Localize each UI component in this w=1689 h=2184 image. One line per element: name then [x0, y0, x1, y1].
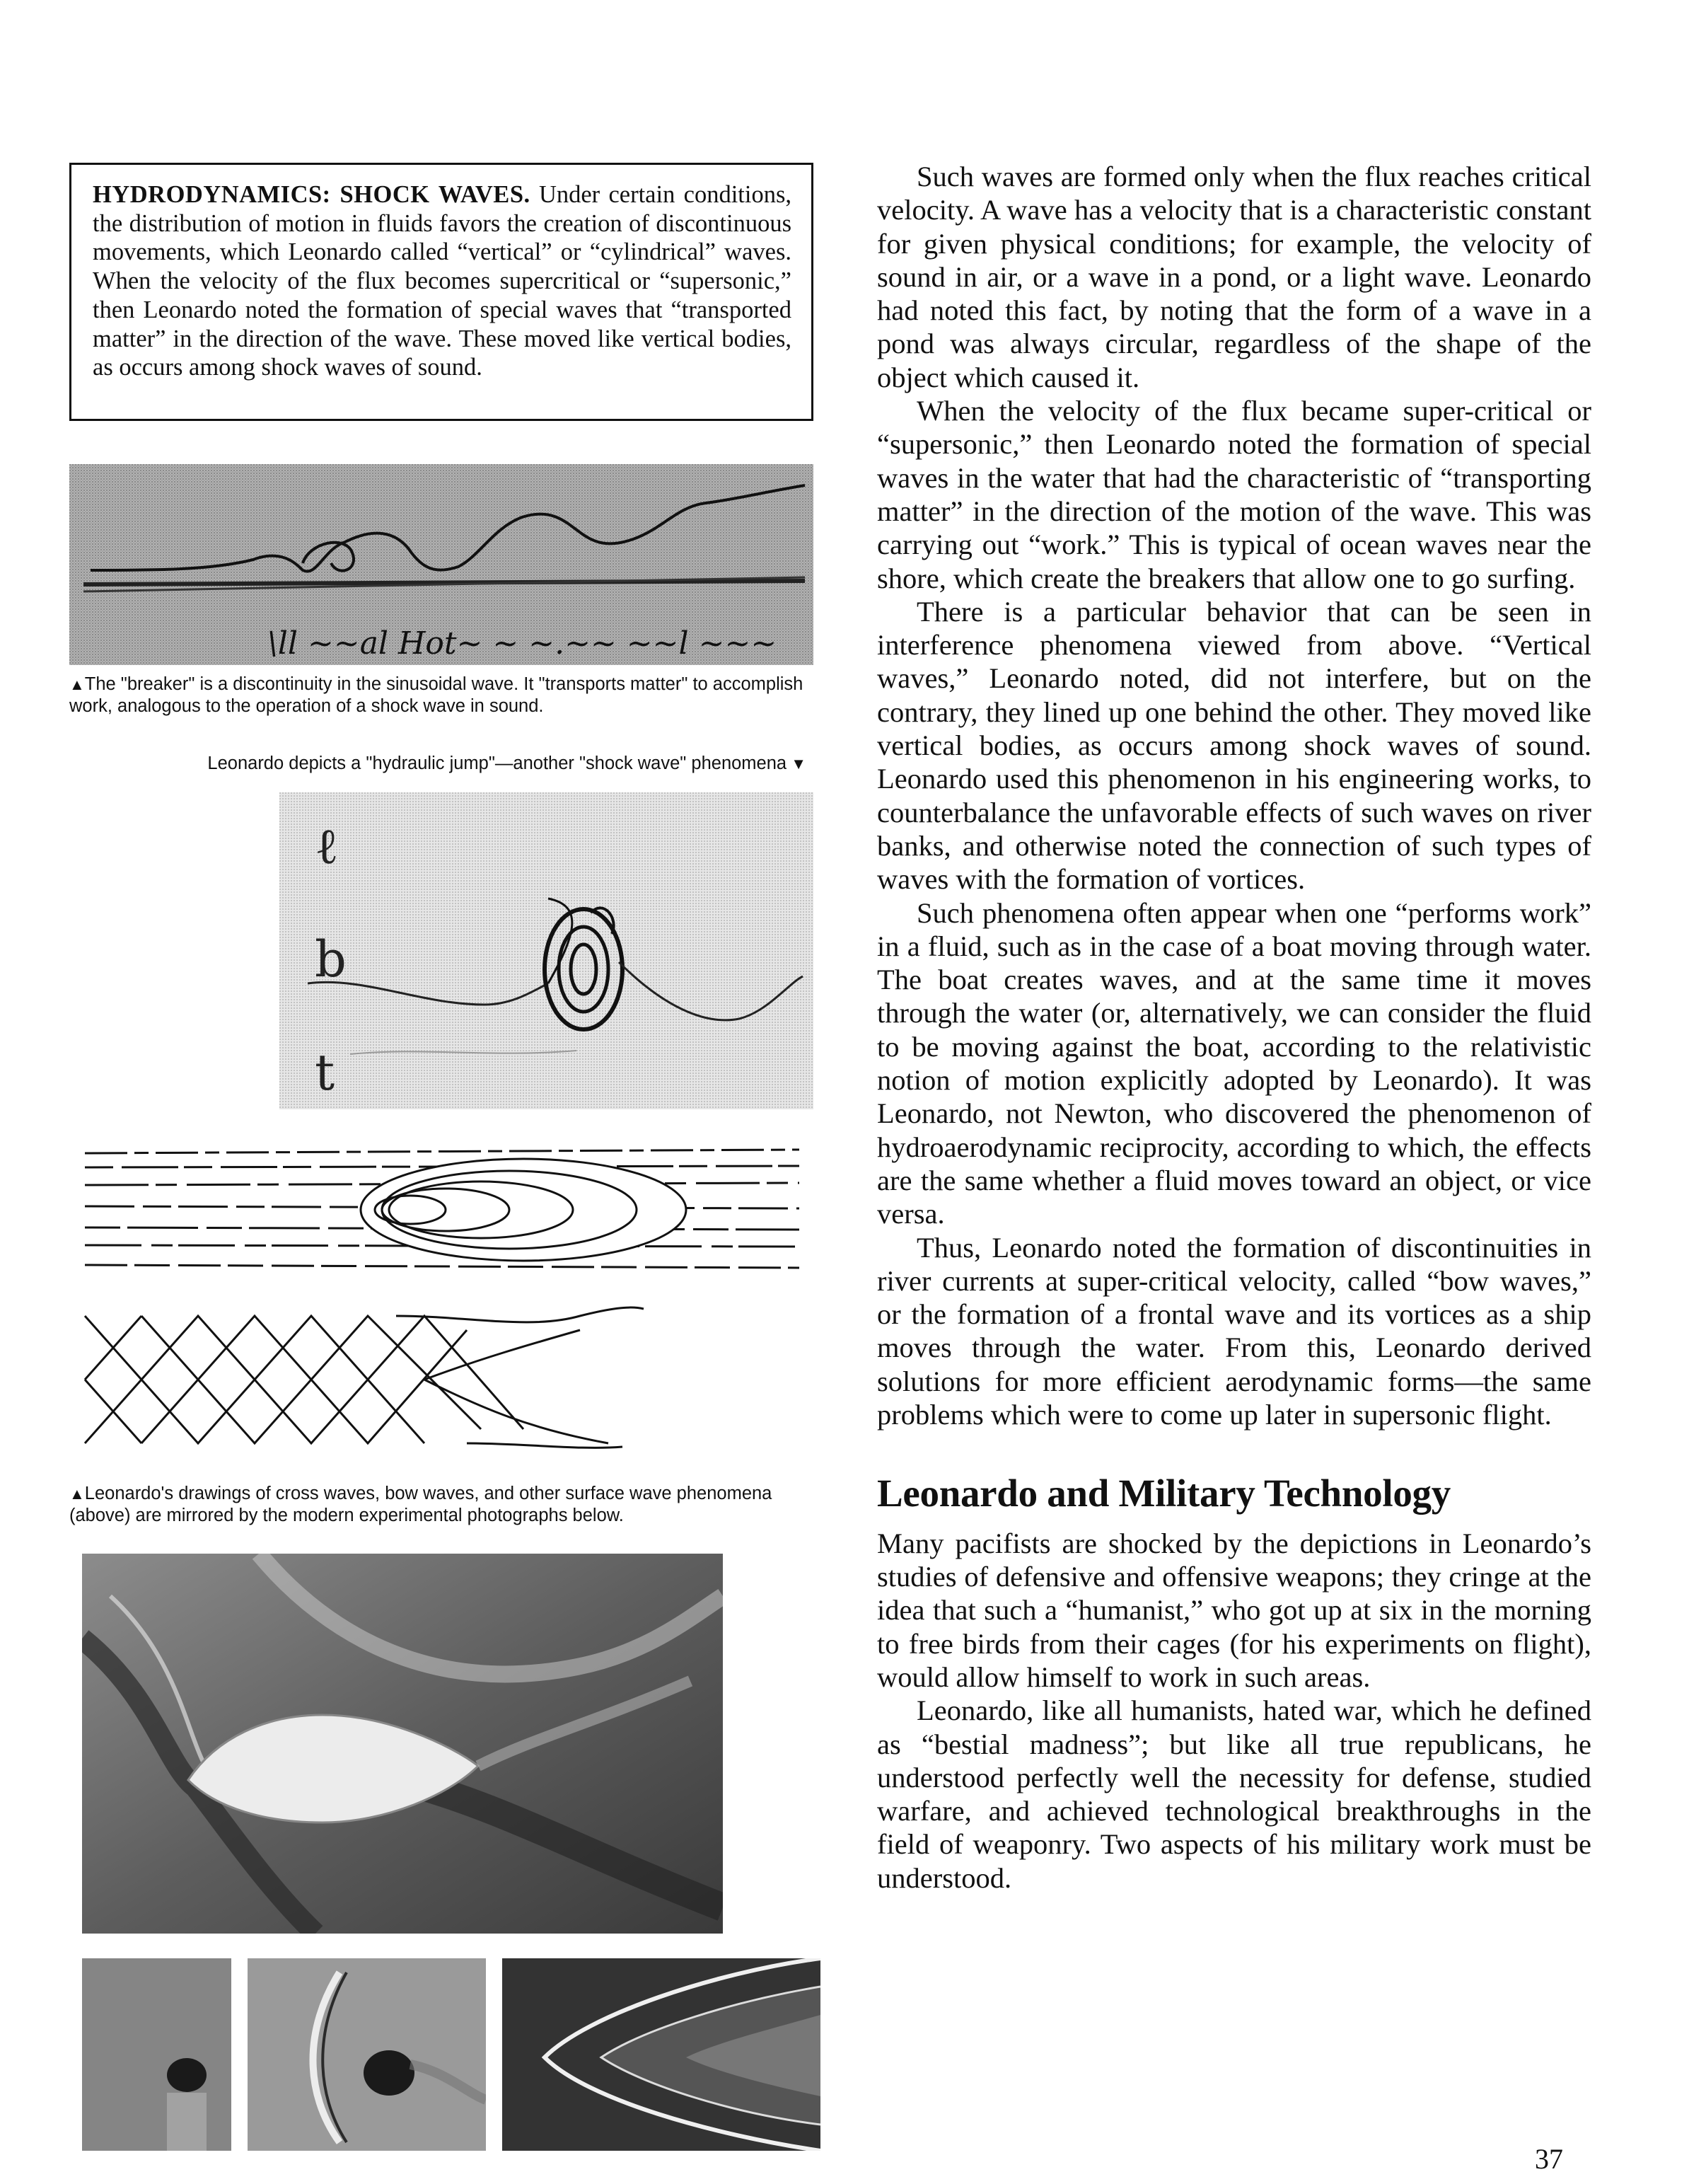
- breaker-caption-text: The "breaker" is a discontinuity in the sinusoidal wave. It "transports matter" to accomplish work, analogous to the operation of a shock wave in sound.: [69, 674, 803, 717]
- bow-wave-drawing-image: [71, 1139, 813, 1281]
- bow-shock-photo: [502, 1958, 820, 2151]
- breaker-caption: [69, 674, 813, 717]
- experimental-flow-photo: [82, 1554, 723, 1934]
- triangle-up-icon: ▲: [69, 1485, 85, 1503]
- sidebar-body: Under certain conditions, the distribution of motion in fluids favors the creation of discontinuous movements, which Leonardo called “vertical” or “cylindrical” waves. When the velocity of the flux becomes supercritical or “supersonic,” then Leonardo noted the formation of special waves that “transported matter” in the direction of the wave. These moved like vertical bodies, as occurs among shock waves of sound.: [93, 181, 791, 381]
- article-paragraph: Such waves are formed only when the flux reaches critical velocity. A wave has a velocity that is a characteristic constant for given physical conditions; for example, the velocity of sound in air, or a wave in a pond, or a light wave. Leonardo had noted this fact, by noting that the form of a wave in a pond was always circular, regardless of the shape of the object which caused it.: [877, 161, 1591, 393]
- breaker-sketch-image: [69, 464, 813, 665]
- section-heading: Leonardo and Military Technology: [877, 1472, 1451, 1515]
- cylinder-flow-photo-1: [82, 1958, 231, 2151]
- article-paragraph: When the velocity of the flux became super-critical or “supersonic,” then Leonardo noted the formation of special waves in the water that had the characteristic of “transporting matter” in the direction of the motion of the wave. This was carrying out “work.” This is typical of ocean waves near the shore, which create the breakers that allow one to go surfing.: [877, 395, 1591, 594]
- article-column: [877, 160, 1591, 1895]
- hydraulic-jump-caption: [127, 753, 806, 775]
- cross-waves-drawing-image: [71, 1302, 651, 1464]
- svg-text:ℓ: ℓ: [315, 817, 339, 875]
- article-paragraph: Many pacifists are shocked by the depictions in Leonardo’s studies of defensive and offensive weapons; they cringe at the idea that such a “humanist,” who got up at six in the morning to free birds from their cages (for his experiments on flight), would allow himself to work in such areas.: [877, 1527, 1591, 1693]
- sidebar-heading: HYDRODYNAMICS: SHOCK WAVES.: [93, 181, 530, 208]
- svg-text:\ll ~~al Hot~ ~ ~.~~ ~~l ~~~: \ll ~~al Hot~ ~ ~.~~ ~~l ~~~: [267, 625, 777, 661]
- hydraulic-jump-caption-text: Leonardo depicts a "hydraulic jump"—another "shock wave" phenomena: [207, 753, 787, 773]
- cross-waves-caption: [69, 1483, 813, 1527]
- sidebar-box: [69, 163, 813, 421]
- hydraulic-jump-sketch-image: [279, 792, 813, 1109]
- article-paragraph: Such phenomena often appear when one “performs work” in a fluid, such as in the case of a boat moving through water. The boat creates waves, and at the same time it moves through the water (or, alternatively, we can consider the fluid to be moving against the boat, according to the relativistic notion of motion explicitly adopted by Leonardo). It was Leonardo, not Newton, who discovered the phenomenon of hydroaerodynamic reciprocity, according to which, the effects are the same whether a fluid moves toward an object, or vice versa.: [877, 896, 1591, 1230]
- article-paragraph: There is a particular behavior that can be seen in interference phenomena viewed from above. “Vertical waves,” Leonardo noted, did not interfere, but on the contrary, they lined up one behind the other. They moved like vertical bodies, as occurs among shock waves of sound. Leonardo used this phenomenon in his engineering works, to counterbalance the unfavorable effects of such waves on river banks, and otherwise noted the connection of such types of waves with the formation of vortices.: [877, 595, 1591, 896]
- article-paragraph: Leonardo, like all humanists, hated war, which he defined as “bestial madness”; but like all true republicans, he understood perfectly well the necessity for defense, studied warfare, and achieved technological breakthroughs in the field of weaponry. Two aspects of his military work must be understood.: [877, 1694, 1591, 1894]
- triangle-up-icon: ▲: [69, 676, 85, 693]
- triangle-down-icon: ▼: [787, 755, 806, 773]
- cylinder-flow-photo-2: [248, 1958, 486, 2151]
- svg-text:t: t: [315, 1044, 335, 1102]
- cross-waves-caption-text: Leonardo's drawings of cross waves, bow waves, and other surface wave phenomena (above) are mirrored by the modern experimental photographs below.: [69, 1484, 772, 1526]
- page-number: 37: [1535, 2143, 1563, 2175]
- svg-text:b: b: [315, 930, 347, 988]
- article-paragraph: Thus, Leonardo noted the formation of discontinuities in river currents at super-critical velocity, called “bow waves,” or the formation of a frontal wave and its vortices as a ship moves through the water. From this, Leonardo derived solutions for more efficient aerodynamic forms—the same problems which were to come up later in supersonic flight.: [877, 1231, 1591, 1431]
